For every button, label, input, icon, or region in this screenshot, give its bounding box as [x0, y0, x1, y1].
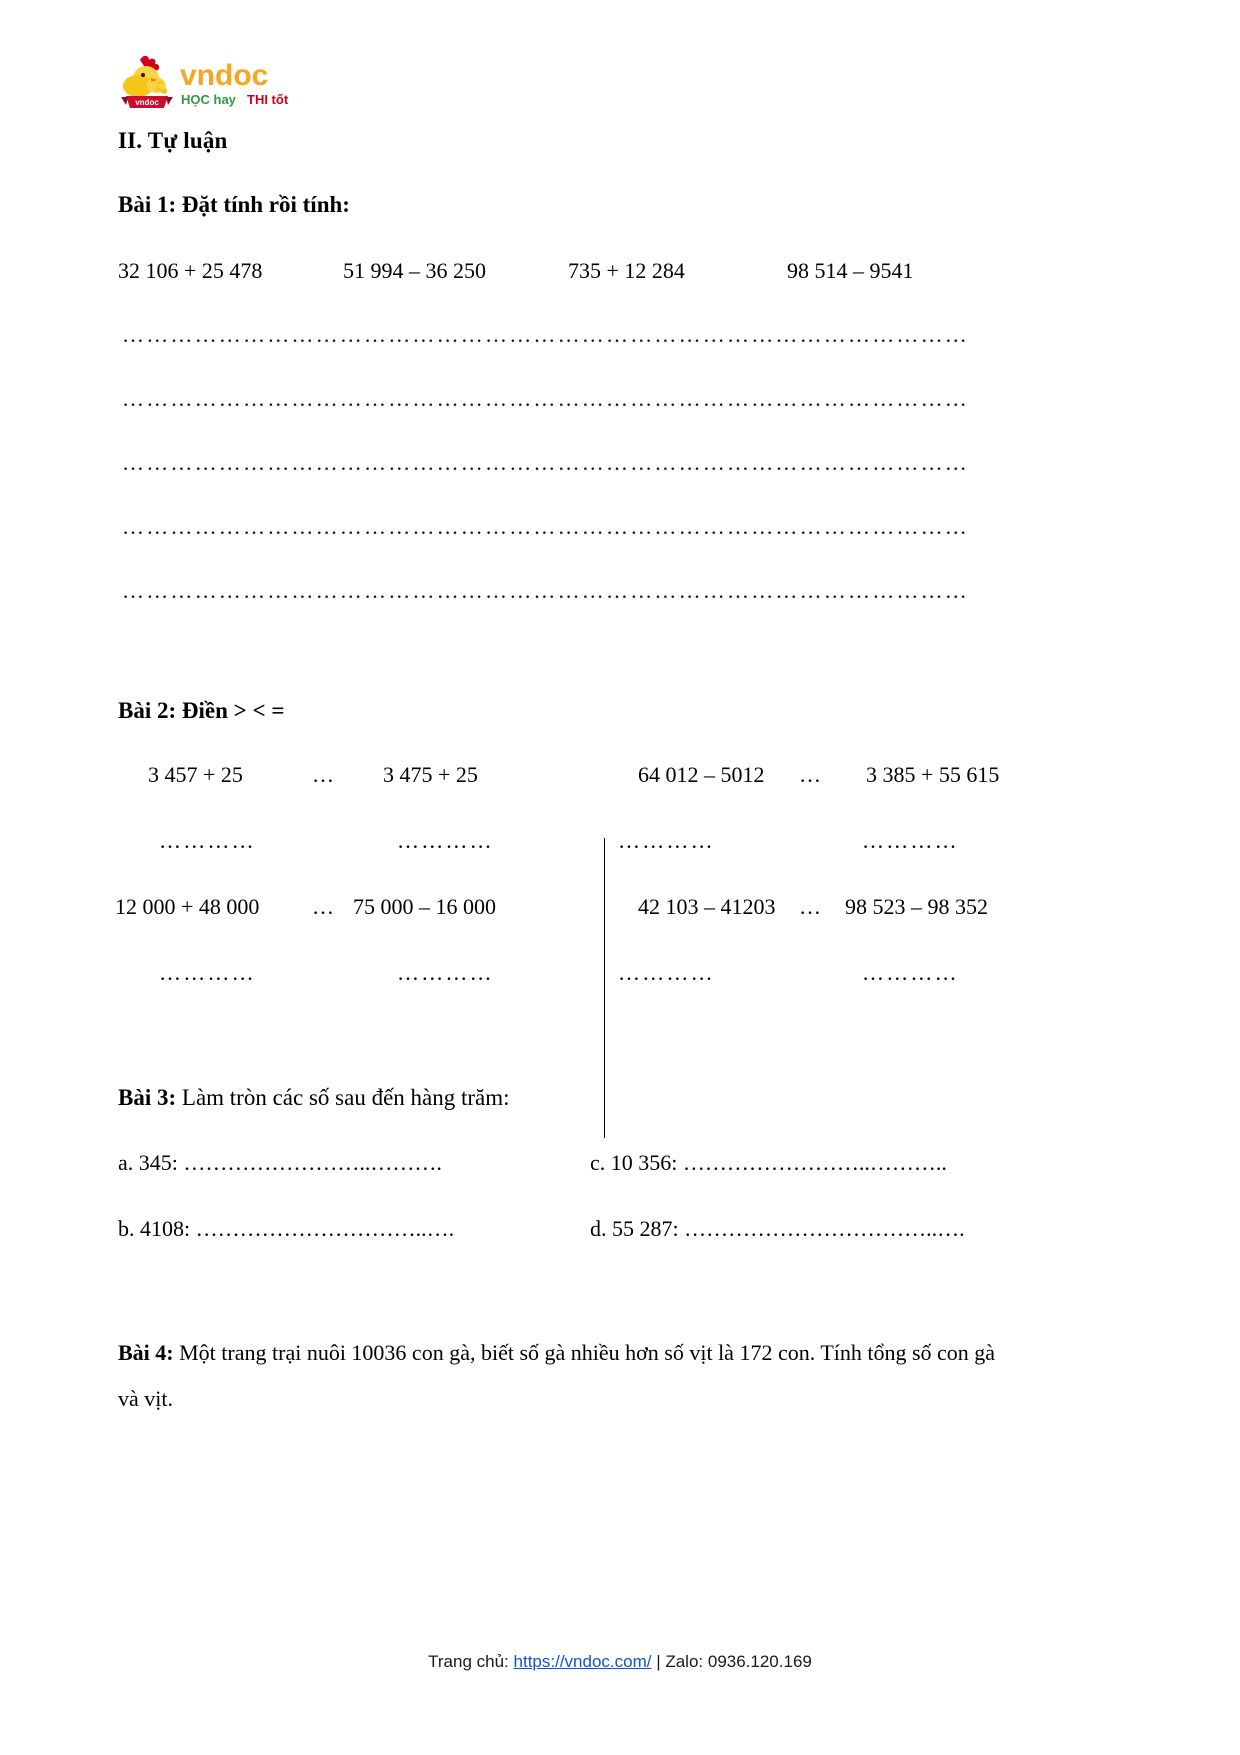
- vndoc-logo: [118, 52, 298, 114]
- bai1-expression-4: 98 514 – 9541: [787, 258, 914, 283]
- bai2-column-divider: [604, 838, 605, 1138]
- bai2-row1-right2-answer[interactable]: …………: [618, 828, 715, 853]
- bai1-expression-2: 51 994 – 36 250: [343, 258, 486, 283]
- bai3-item-d[interactable]: [590, 1216, 965, 1242]
- bai1-expression-1: 32 106 + 25 478: [118, 258, 263, 283]
- logo-tagline-2: THI tốt: [247, 92, 289, 107]
- bai2-row2-right2-answer[interactable]: …………: [618, 960, 715, 985]
- bai4-problem: [118, 1330, 998, 1422]
- bai3-item-a[interactable]: [118, 1150, 442, 1176]
- bai3-item-b-dots[interactable]: …………………………..….: [195, 1216, 455, 1241]
- bai3-title-text: Làm tròn các số sau đến hàng trăm:: [181, 1085, 510, 1110]
- bai1-answer-line-3[interactable]: ……………………………………………………………………………………………: [122, 450, 969, 475]
- bai3-item-b[interactable]: [118, 1216, 454, 1242]
- bai3-item-d-dots[interactable]: ……………………………..….: [684, 1216, 965, 1241]
- page-footer: [0, 1652, 1240, 1672]
- bai2-row1-left-a: 3 457 + 25: [148, 762, 243, 787]
- bai4-label: Bài 4:: [118, 1340, 174, 1365]
- bai3-item-c-dots[interactable]: ……………………..………..: [682, 1150, 947, 1175]
- section-title: II. Tự luận: [118, 128, 228, 153]
- bai2-row2-left-b: 75 000 – 16 000: [353, 894, 496, 919]
- bai1-answer-line-5[interactable]: ……………………………………………………………………………………………: [122, 578, 969, 603]
- bai3-item-b-key: b. 4108:: [118, 1216, 191, 1241]
- bai2-row1-left-op[interactable]: …: [312, 762, 334, 787]
- chicken-mascot-icon: [123, 56, 167, 97]
- bai3-item-a-dots[interactable]: ……………………..……….: [183, 1150, 442, 1175]
- bai2-row1-right-a: 64 012 – 5012: [638, 762, 765, 787]
- bai2-row2-right-a: 42 103 – 41203: [638, 894, 776, 919]
- logo-svg: [118, 52, 298, 114]
- bai3-item-d-key: d. 55 287:: [590, 1216, 679, 1241]
- bai1-expression-3: 735 + 12 284: [568, 258, 685, 283]
- bai4-text: Một trang trại nuôi 10036 con gà, biết số gà nhiều hơn số vịt là 172 con. Tính tổng số con gà và vịt.: [118, 1340, 996, 1411]
- bai2-row1-right3-answer[interactable]: …………: [862, 828, 959, 853]
- svg-text:vndoc: vndoc: [135, 98, 159, 107]
- bai2-row2-left-a: 12 000 + 48 000: [115, 894, 260, 919]
- bai3-title: [118, 1085, 510, 1111]
- logo-tagline-1: HỌC hay: [181, 92, 236, 107]
- bai2-row2-right3-answer[interactable]: …………: [862, 960, 959, 985]
- bai2-title: Bài 2: Điền > < =: [118, 698, 285, 723]
- bai2-row2-right-answer[interactable]: …………: [397, 960, 494, 985]
- footer-prefix: Trang chủ:: [428, 1652, 509, 1671]
- bai2-row1-left-answer[interactable]: …………: [159, 828, 256, 853]
- bai2-row2-left-answer[interactable]: …………: [159, 960, 256, 985]
- bai3-item-c[interactable]: [590, 1150, 947, 1176]
- bai1-answer-line-1[interactable]: ……………………………………………………………………………………………: [122, 322, 969, 347]
- bai2-row1-left-b: 3 475 + 25: [383, 762, 478, 787]
- bai2-row2-right-b: 98 523 – 98 352: [845, 894, 988, 919]
- bai3-item-c-key: c. 10 356:: [590, 1150, 678, 1175]
- logo-wordmark: vndoc: [180, 59, 269, 92]
- bai1-answer-line-4[interactable]: ……………………………………………………………………………………………: [122, 514, 969, 539]
- bai3-item-a-key: a. 345:: [118, 1150, 178, 1175]
- bai2-row1-right-op[interactable]: …: [799, 762, 821, 787]
- bai1-answer-line-2[interactable]: ……………………………………………………………………………………………: [122, 386, 969, 411]
- bai1-title: Bài 1: Đặt tính rồi tính:: [118, 192, 350, 217]
- bai2-row2-right-op[interactable]: …: [799, 894, 821, 919]
- bai2-row1-right-b: 3 385 + 55 615: [866, 762, 1000, 787]
- bai2-row2-left-op[interactable]: …: [312, 894, 334, 919]
- footer-link[interactable]: https://vndoc.com/: [513, 1652, 652, 1671]
- bai3-label: Bài 3:: [118, 1085, 177, 1110]
- bai2-row1-right-answer[interactable]: …………: [397, 828, 494, 853]
- footer-suffix: | Zalo: 0936.120.169: [656, 1652, 812, 1671]
- logo-badge: [121, 96, 173, 108]
